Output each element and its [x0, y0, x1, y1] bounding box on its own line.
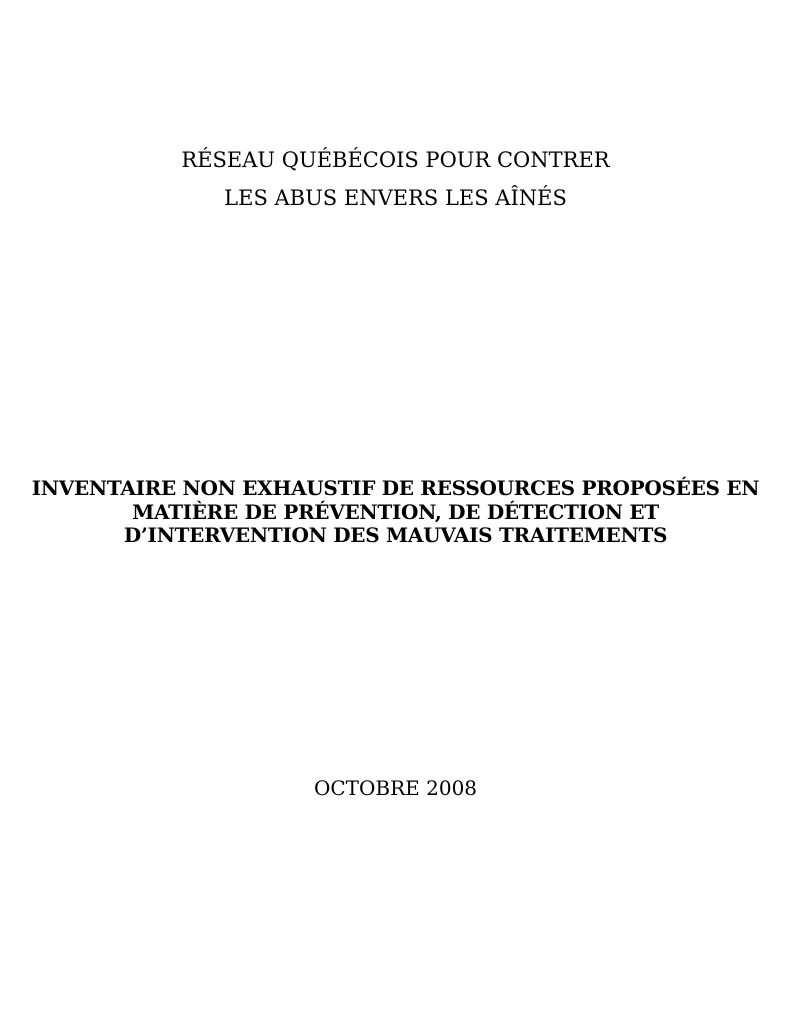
organization-name-line-1: RÉSEAU QUÉBÉCOIS POUR CONTRER: [181, 148, 610, 172]
document-title-line-1: INVENTAIRE NON EXHAUSTIF DE RESSOURCES PROPOSÉES EN: [31, 476, 760, 500]
document-date: OCTOBRE 2008: [313, 776, 478, 800]
document-title-line-2: MATIÈRE DE PRÉVENTION, DE DÉTECTION ET: [132, 500, 659, 524]
organization-name-line-2: LES ABUS ENVERS LES AÎNÉS: [224, 186, 567, 210]
document-title-line-3: D’INTERVENTION DES MAUVAIS TRAITEMENTS: [123, 523, 668, 547]
